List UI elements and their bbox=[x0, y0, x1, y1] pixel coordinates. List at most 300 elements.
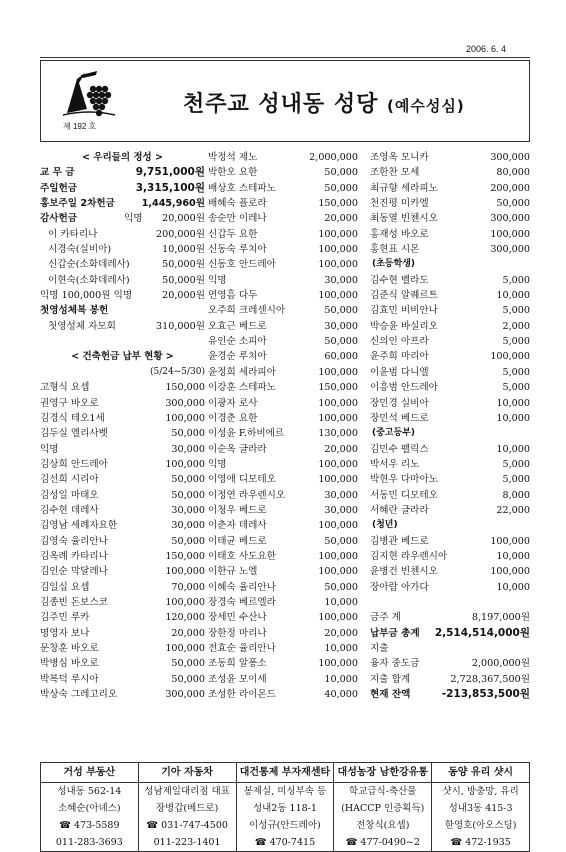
amount: 200,000원 bbox=[156, 228, 205, 240]
list-item bbox=[40, 257, 205, 272]
amount: 130,000 bbox=[318, 428, 358, 440]
group-label: (청년) bbox=[372, 520, 398, 531]
amount: 100,000 bbox=[318, 412, 358, 424]
list-item bbox=[208, 411, 358, 426]
ad-line: 전창식(요셉) bbox=[356, 820, 410, 831]
ad-line: 샷시, 방충망, 유리 bbox=[442, 786, 519, 797]
list-item bbox=[370, 242, 530, 257]
list-item bbox=[208, 656, 358, 671]
list-item bbox=[40, 595, 205, 610]
amount: 30,000 bbox=[324, 274, 358, 286]
title-main: 천주교 성내동 성당 bbox=[183, 92, 379, 117]
donor-name: 신의인 아프라 bbox=[370, 336, 429, 348]
list-item bbox=[208, 564, 358, 579]
donor-name: 김영남 세례자요한 bbox=[40, 520, 118, 532]
donor-name: 천진평 미카엘 bbox=[370, 198, 429, 210]
donor-name: 김준식 알퀘르트 bbox=[370, 290, 438, 302]
amount: 30,000 bbox=[324, 320, 358, 332]
list-item bbox=[370, 181, 530, 196]
donor-name: 융자 중도금 bbox=[370, 658, 420, 670]
list-item bbox=[40, 303, 205, 318]
amount: 150,000 bbox=[165, 382, 205, 394]
donor-name: 김옥례 카타리나 bbox=[40, 550, 108, 562]
donor-name: 최규향 세라피노 bbox=[370, 182, 438, 194]
list-item bbox=[40, 472, 205, 487]
amount: 100,000 bbox=[165, 596, 205, 608]
list-item bbox=[208, 365, 358, 380]
list-item bbox=[370, 334, 530, 349]
column-offerings bbox=[40, 150, 205, 702]
list-item bbox=[370, 211, 530, 226]
page-title bbox=[183, 87, 465, 118]
donor-name: 김상희 안드레아 bbox=[40, 458, 108, 470]
donor-name: 명영자 보나 bbox=[40, 627, 90, 639]
donor-name: 김선희 시리아 bbox=[40, 474, 99, 486]
list-item bbox=[370, 549, 530, 564]
donor-name: 이청우 베드로 bbox=[208, 504, 267, 516]
list-item bbox=[40, 656, 205, 671]
amount: 50,000원 bbox=[162, 259, 205, 271]
ad-name: 대성농장 남한강유통 bbox=[334, 763, 431, 783]
list-item bbox=[208, 196, 358, 211]
donor-name: 박상숙 그레고리오 bbox=[40, 689, 118, 701]
ad-line: ☎ 477-0490~2 bbox=[345, 837, 420, 848]
ad-card bbox=[236, 763, 334, 852]
list-item bbox=[370, 303, 530, 318]
amount: 100,000 bbox=[165, 566, 205, 578]
amount: 10,000 bbox=[496, 290, 530, 302]
list-item bbox=[40, 242, 205, 257]
donor-name: 박정석 제노 bbox=[208, 152, 258, 163]
donor-name: 최동열 빈첸시오 bbox=[370, 213, 438, 225]
donor-name: 김수현 데레사 bbox=[40, 504, 99, 516]
donor-name: 박한오 요한 bbox=[208, 167, 258, 179]
list-item bbox=[208, 580, 358, 595]
list-item bbox=[40, 564, 205, 579]
list-item bbox=[208, 610, 358, 625]
donor-name: 연영흠 다두 bbox=[208, 290, 258, 302]
donor-name: 납부금 총계 bbox=[370, 627, 420, 639]
list-item bbox=[370, 273, 530, 288]
donor-note: 익명 bbox=[124, 213, 143, 225]
ad-line: ☎ 472-1935 bbox=[450, 837, 511, 848]
donor-name: 장민경 실비아 bbox=[370, 397, 429, 409]
donor-name: 지출 bbox=[370, 643, 389, 654]
donor-name: 박복덕 루시아 bbox=[40, 673, 99, 685]
list-item bbox=[370, 641, 530, 656]
amount: 150,000 bbox=[318, 198, 358, 210]
list-item bbox=[40, 181, 205, 196]
donor-name: 오효근 베드로 bbox=[208, 320, 267, 332]
amount: 100,000 bbox=[318, 244, 358, 256]
donor-name: 김지현 라우렌시아 bbox=[370, 550, 448, 562]
amount: 100,000 bbox=[490, 566, 530, 578]
group-heading bbox=[370, 518, 530, 533]
list-item bbox=[370, 196, 530, 211]
list-item bbox=[208, 257, 358, 272]
amount: 100,000 bbox=[318, 290, 358, 302]
amount: 2,728,367,500원 bbox=[450, 673, 530, 685]
sponsor-ads bbox=[40, 762, 530, 852]
donor-name: 홍재성 바오로 bbox=[370, 228, 429, 240]
list-item bbox=[370, 319, 530, 334]
donor-name: 배상호 스테파노 bbox=[208, 182, 276, 194]
donor-name: 장민석 베드로 bbox=[370, 412, 429, 424]
ad-line: 소혜순(아녜스) bbox=[58, 803, 121, 814]
amount: 50,000 bbox=[171, 474, 205, 486]
list-item bbox=[208, 319, 358, 334]
list-item bbox=[208, 472, 358, 487]
amount: 10,000 bbox=[324, 596, 358, 608]
list-item bbox=[370, 626, 530, 641]
donor-name: 이강훈 스테파노 bbox=[208, 382, 276, 394]
ad-line: 011-223-1401 bbox=[153, 837, 221, 848]
amount: 300,000 bbox=[165, 397, 205, 409]
donor-name: 박현우 다마아노 bbox=[370, 474, 438, 486]
amount: 3,315,100원 bbox=[135, 181, 205, 194]
amount: 300,000 bbox=[490, 152, 530, 163]
donor-name: 배혜숙 플로라 bbox=[208, 198, 267, 210]
list-item bbox=[208, 641, 358, 656]
donor-name: 익명 bbox=[208, 274, 227, 286]
list-item bbox=[208, 518, 358, 533]
list-item bbox=[208, 442, 358, 457]
amount: 9,751,000원 bbox=[135, 166, 205, 179]
amount: 10,000 bbox=[496, 443, 530, 455]
amount: 1,445,960원 bbox=[141, 198, 205, 210]
donor-name: 고형식 요셉 bbox=[40, 382, 90, 394]
column-building-fund-continued bbox=[370, 150, 530, 702]
donor-name: 이흥범 안드레아 bbox=[370, 382, 438, 394]
ad-name: 거성 부동산 bbox=[41, 763, 138, 783]
list-item bbox=[40, 196, 205, 211]
amount: 100,000 bbox=[318, 566, 358, 578]
list-item bbox=[40, 319, 205, 334]
amount: 5,000 bbox=[502, 474, 530, 486]
amount: 100,000 bbox=[165, 412, 205, 424]
amount: 50,000 bbox=[324, 336, 358, 348]
donor-name: 김효민 비비안나 bbox=[370, 305, 438, 317]
group-heading bbox=[370, 257, 530, 272]
list-item bbox=[208, 687, 358, 702]
title-sub: (예수성심) bbox=[387, 97, 465, 115]
list-item bbox=[370, 472, 530, 487]
period-label: (5/24~5/30) bbox=[150, 366, 205, 377]
list-item bbox=[208, 549, 358, 564]
list-item bbox=[370, 687, 530, 702]
donor-name: 이현숙(소화데레사) bbox=[48, 274, 130, 286]
list-item bbox=[40, 672, 205, 687]
spacer bbox=[370, 595, 530, 610]
list-item bbox=[370, 564, 530, 579]
list-item bbox=[208, 303, 358, 318]
donor-name: 이광자 로사 bbox=[208, 397, 258, 409]
donor-name: 장한정 마리나 bbox=[208, 627, 267, 639]
donor-name: 교 무 금 bbox=[40, 167, 75, 179]
column-building-fund bbox=[208, 150, 358, 702]
donor-name: 유인순 소피아 bbox=[208, 336, 267, 348]
donor-name: 조성한 라이몬드 bbox=[208, 689, 276, 701]
amount: 5,000 bbox=[502, 366, 530, 378]
list-item bbox=[40, 426, 205, 441]
amount: 20,000 bbox=[171, 627, 205, 639]
amount: 20,000 bbox=[324, 627, 358, 639]
amount: 20,000원 bbox=[162, 290, 205, 302]
amount: 10,000 bbox=[324, 643, 358, 654]
list-item bbox=[208, 242, 358, 257]
amount: 100,000 bbox=[318, 259, 358, 271]
amount: 50,000 bbox=[171, 658, 205, 670]
amount: 2,000,000 bbox=[309, 152, 358, 163]
amount: 150,000 bbox=[318, 382, 358, 394]
donor-name: 홍현표 시몬 bbox=[370, 244, 420, 256]
list-item bbox=[208, 227, 358, 242]
donor-name: 이순옥 글라라 bbox=[208, 443, 267, 455]
amount: 5,000 bbox=[502, 336, 530, 348]
list-item bbox=[370, 457, 530, 472]
donor-name: 김성일 마태오 bbox=[40, 489, 99, 501]
list-item bbox=[208, 349, 358, 364]
amount: 120,000 bbox=[165, 612, 205, 624]
amount: 100,000 bbox=[165, 643, 205, 654]
church-logo-icon bbox=[63, 69, 115, 119]
list-item bbox=[40, 503, 205, 518]
section-heading: < 우리들의 정성 > bbox=[82, 152, 163, 163]
amount: 10,000 bbox=[496, 581, 530, 593]
donor-name: 김주민 루카 bbox=[40, 612, 90, 624]
list-item bbox=[40, 396, 205, 411]
donor-name: 장세민 수산나 bbox=[208, 612, 267, 624]
amount: 100,000 bbox=[490, 535, 530, 547]
donor-name: 지출 합계 bbox=[370, 673, 411, 685]
list-item bbox=[40, 488, 205, 503]
list-item bbox=[208, 211, 358, 226]
amount: 22,000 bbox=[496, 504, 530, 516]
donor-name: 이정연 라우렌시오 bbox=[208, 489, 286, 501]
list-item bbox=[370, 503, 530, 518]
donor-name: 이태호 사도요한 bbox=[208, 550, 276, 562]
list-item bbox=[40, 411, 205, 426]
list-item bbox=[40, 211, 205, 226]
donor-name: 홍보주일 2차헌금 bbox=[40, 198, 115, 210]
donor-name: 이성윤 F.하비에르 bbox=[208, 428, 285, 440]
donor-name: 금주 계 bbox=[370, 612, 401, 624]
list-item bbox=[208, 488, 358, 503]
amount: 30,000 bbox=[324, 489, 358, 501]
donor-name: 신동숙 루치아 bbox=[208, 244, 267, 256]
list-item bbox=[208, 181, 358, 196]
list-item bbox=[370, 610, 530, 625]
list-item bbox=[208, 150, 358, 165]
list-item bbox=[40, 610, 205, 625]
donor-name: 조성윤 모이세 bbox=[208, 673, 267, 685]
ad-line: 학교급식-축산물 bbox=[349, 786, 417, 797]
donor-name: 첫영성체복 봉헌 bbox=[40, 305, 109, 317]
amount: 50,000 bbox=[171, 673, 205, 685]
donor-name: 권영구 바오로 bbox=[40, 397, 99, 409]
list-item bbox=[208, 503, 358, 518]
donor-name: 이춘자 데레사 bbox=[208, 520, 267, 532]
list-item bbox=[208, 426, 358, 441]
ad-name: 기아 자동차 bbox=[139, 763, 236, 783]
amount: 50,000 bbox=[324, 535, 358, 547]
donor-name: 장경숙 베르엘라 bbox=[208, 596, 276, 608]
amount: 2,000 bbox=[502, 320, 530, 332]
list-item bbox=[370, 442, 530, 457]
amount: 100,000 bbox=[318, 612, 358, 624]
list-item bbox=[370, 150, 530, 165]
list-item bbox=[208, 626, 358, 641]
amount: 50,000 bbox=[496, 198, 530, 210]
donor-name: 감사헌금 bbox=[40, 213, 78, 225]
list-item bbox=[370, 411, 530, 426]
list-item bbox=[40, 457, 205, 472]
section-heading: < 건축헌금 납부 현황 > bbox=[71, 351, 174, 363]
donor-name: 주일헌금 bbox=[40, 182, 78, 194]
group-heading bbox=[370, 426, 530, 441]
donor-name: 현재 잔액 bbox=[370, 689, 411, 701]
list-item bbox=[370, 672, 530, 687]
amount: 5,000 bbox=[502, 382, 530, 394]
donor-name: 서혜란 글라라 bbox=[370, 504, 429, 516]
ad-card bbox=[334, 763, 432, 852]
donor-name: 김민수 펠릭스 bbox=[370, 443, 429, 455]
list-item bbox=[40, 580, 205, 595]
donor-name: 윤정희 세라피아 bbox=[208, 366, 276, 378]
list-item bbox=[40, 380, 205, 395]
ad-line: 성남제일대리점 대표 bbox=[144, 786, 230, 797]
amount: 80,000 bbox=[496, 167, 530, 179]
list-item bbox=[208, 534, 358, 549]
amount: 10,000 bbox=[496, 397, 530, 409]
donor-name: 박서우 리노 bbox=[370, 458, 420, 470]
ad-line: 한영호(아오스딩) bbox=[444, 820, 517, 831]
amount: 310,000원 bbox=[156, 320, 205, 332]
amount: 50,000 bbox=[171, 489, 205, 501]
donor-name: 신갑순(소화데레사) bbox=[48, 259, 130, 271]
amount: 60,000 bbox=[324, 351, 358, 363]
list-item bbox=[208, 457, 358, 472]
donor-name: 이윤범 다니엘 bbox=[370, 366, 429, 378]
list-item bbox=[208, 273, 358, 288]
amount: 50,000 bbox=[324, 182, 358, 194]
donor-name: 박승윤 바실리오 bbox=[370, 320, 438, 332]
donor-name: 윤주희 마리아 bbox=[370, 351, 429, 363]
amount: 10,000 bbox=[496, 550, 530, 562]
list-item bbox=[40, 518, 205, 533]
amount: 100,000 bbox=[318, 658, 358, 670]
bulletin-body bbox=[40, 150, 530, 756]
donor-name: 장아람 아가다 bbox=[370, 581, 429, 593]
donor-name: 이태균 베드로 bbox=[208, 535, 267, 547]
list-item bbox=[40, 288, 205, 303]
amount: 100,000 bbox=[318, 550, 358, 562]
ad-line: ☎ 470-7415 bbox=[254, 837, 316, 848]
top-rule bbox=[40, 57, 530, 58]
amount: 100,000 bbox=[318, 366, 358, 378]
list-item bbox=[370, 165, 530, 180]
list-item bbox=[208, 595, 358, 610]
amount: 10,000 bbox=[324, 673, 358, 685]
donor-name: 오주희 크레센시아 bbox=[208, 305, 286, 317]
spacer bbox=[40, 334, 205, 349]
amount: 10,000원 bbox=[162, 244, 205, 256]
list-item bbox=[370, 580, 530, 595]
donor-name: 익명 bbox=[40, 443, 59, 455]
list-item bbox=[208, 165, 358, 180]
ad-line: 성내동 562-14 bbox=[57, 786, 122, 797]
list-item bbox=[40, 549, 205, 564]
list-item bbox=[370, 349, 530, 364]
ad-line: 장병갑(베드로) bbox=[155, 803, 219, 814]
donor-name: 이 카타리나 bbox=[48, 228, 98, 240]
list-item bbox=[370, 488, 530, 503]
amount: 100,000 bbox=[490, 351, 530, 363]
amount: 20,000 bbox=[324, 443, 358, 455]
amount: 100,000 bbox=[318, 458, 358, 470]
donor-name: 김종빈 돈보스코 bbox=[40, 596, 108, 608]
ad-line: ☎ 031-747-4500 bbox=[146, 820, 228, 831]
donor-name: 조한찬 모세 bbox=[370, 167, 420, 179]
list-item bbox=[40, 227, 205, 242]
amount: 20,000원 bbox=[162, 213, 205, 225]
list-item bbox=[208, 672, 358, 687]
amount: 20,000 bbox=[324, 213, 358, 225]
amount: 100,000 bbox=[318, 228, 358, 240]
amount: 300,000 bbox=[490, 244, 530, 256]
amount: 8,197,000원 bbox=[471, 612, 530, 624]
list-item bbox=[40, 442, 205, 457]
donor-name: 김경식 테오1세 bbox=[40, 412, 105, 424]
list-item bbox=[40, 687, 205, 702]
donor-name: 서동민 디모테오 bbox=[370, 489, 438, 501]
donor-name: 김일십 요셉 bbox=[40, 581, 90, 593]
list-item bbox=[40, 165, 205, 180]
amount: 10,000 bbox=[496, 412, 530, 424]
list-item bbox=[208, 334, 358, 349]
amount: 50,000 bbox=[171, 428, 205, 440]
ad-card bbox=[432, 763, 530, 852]
bulletin-header bbox=[40, 60, 530, 142]
donor-name: 신동호 안드레아 bbox=[208, 259, 276, 271]
list-item bbox=[208, 380, 358, 395]
donor-name: 시경숙(실비아) bbox=[48, 244, 112, 256]
ad-line: 봉제실, 미싱부속 등 bbox=[243, 786, 327, 797]
amount: 50,000 bbox=[171, 535, 205, 547]
amount: 300,000 bbox=[165, 689, 205, 701]
amount: 100,000 bbox=[165, 458, 205, 470]
amount: 50,000 bbox=[324, 305, 358, 317]
list-item bbox=[370, 288, 530, 303]
amount: 30,000 bbox=[171, 504, 205, 516]
donor-name: 익명 100,000원 익명 bbox=[40, 290, 133, 302]
amount: 2,000,000원 bbox=[471, 658, 530, 670]
ad-line: (HACCP 인증획득) bbox=[341, 803, 425, 814]
amount: 70,000 bbox=[171, 581, 205, 593]
ad-card bbox=[41, 763, 139, 852]
amount: 30,000 bbox=[171, 520, 205, 532]
donor-name: 김병관 베드로 bbox=[370, 535, 429, 547]
donor-name: 김수현 벨라도 bbox=[370, 274, 429, 286]
donor-name: 박병심 바오로 bbox=[40, 658, 99, 670]
ad-line: 이성규(안드레아) bbox=[249, 820, 321, 831]
donor-name: 이혜숙 율리안나 bbox=[208, 581, 276, 593]
ad-name: 대건통제 부자재센타 bbox=[237, 763, 334, 783]
list-item bbox=[40, 626, 205, 641]
list-item bbox=[370, 365, 530, 380]
donor-name: 익명 bbox=[208, 458, 227, 470]
group-label: (중고등부) bbox=[372, 428, 416, 439]
